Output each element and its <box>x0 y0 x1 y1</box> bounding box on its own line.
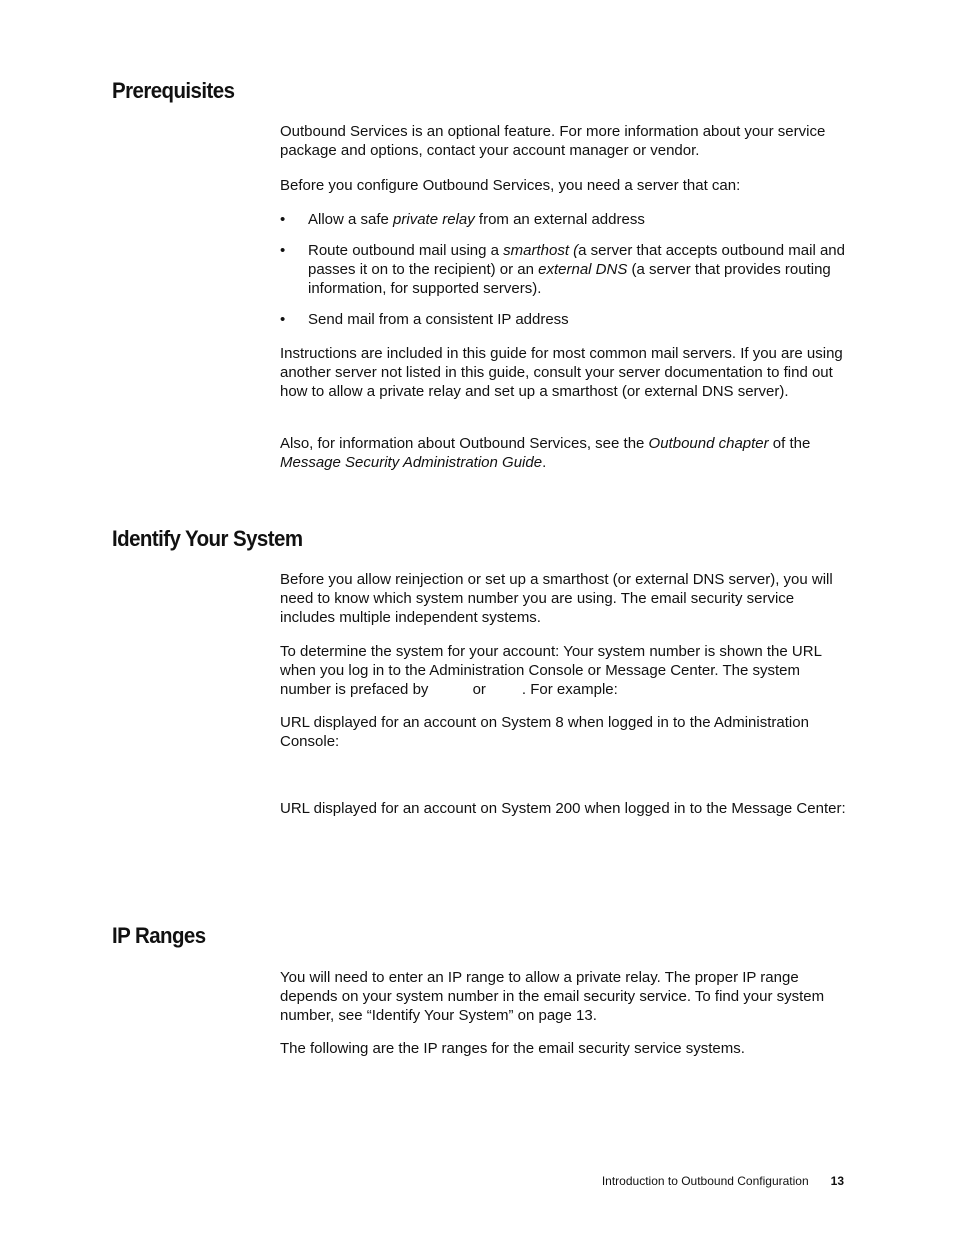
bullet-text: Route outbound mail using a smarthost (a server that accepts outbound mail and passes it on to the recipient) or an external DNS (a server that provides routing information, for supported servers). <box>308 242 845 297</box>
ip-ranges-paragraph-1: You will need to enter an IP range to allow a private relay. The proper IP range depends on your system number in the email security service. To find your system number, see “Identify Your System” on page 13. <box>280 969 825 1024</box>
heading-identify-your-system: Identify Your System <box>112 526 303 551</box>
prerequisites-paragraph-3: Instructions are included in this guide for most common mail servers. If you are using another server not listed in this guide, consult your server documentation to find out how to allow a private relay and set up a smarthost (or external DNS server). <box>280 345 843 400</box>
heading-ip-ranges: IP Ranges <box>112 923 206 948</box>
bullet-item-private-relay <box>280 211 848 230</box>
identify-paragraph-2: To determine the system for your account: Your system number is shown the URL when you log in to the Administration Console or Message Center. The system number is prefaced by or . For example: <box>280 643 822 698</box>
prerequisites-paragraph-1: Outbound Services is an optional feature. For more information about your service package and options, contact your account manager or vendor. <box>280 123 826 159</box>
page-footer <box>560 1174 844 1189</box>
bullet-item-smarthost <box>280 242 848 298</box>
prerequisites-paragraph-4: Also, for information about Outbound Services, see the Outbound chapter of the Message Security Administration Guide. <box>280 435 811 471</box>
bullet-icon: • <box>280 211 286 228</box>
bullet-text: Allow a safe private relay from an external address <box>308 211 645 228</box>
bullet-text: Send mail from a consistent IP address <box>308 311 569 328</box>
page-number: 13 <box>830 1174 844 1188</box>
bullet-icon: • <box>280 311 286 328</box>
bullet-item-consistent-ip <box>280 311 848 330</box>
ip-ranges-paragraph-2: The following are the IP ranges for the email security service systems. <box>280 1040 745 1057</box>
identify-paragraph-1: Before you allow reinjection or set up a smarthost (or external DNS server), you will need to know which system number you are using. The email security service includes multiple independent systems. <box>280 571 833 626</box>
footer-title: Introduction to Outbound Configuration <box>601 1174 809 1188</box>
heading-prerequisites: Prerequisites <box>112 78 235 103</box>
bullet-icon: • <box>280 242 286 259</box>
identify-paragraph-4: URL displayed for an account on System 200 when logged in to the Message Center: <box>280 800 846 817</box>
prerequisites-paragraph-2: Before you configure Outbound Services, you need a server that can: <box>280 177 741 194</box>
identify-paragraph-3: URL displayed for an account on System 8 when logged in to the Administration Console: <box>280 714 809 750</box>
